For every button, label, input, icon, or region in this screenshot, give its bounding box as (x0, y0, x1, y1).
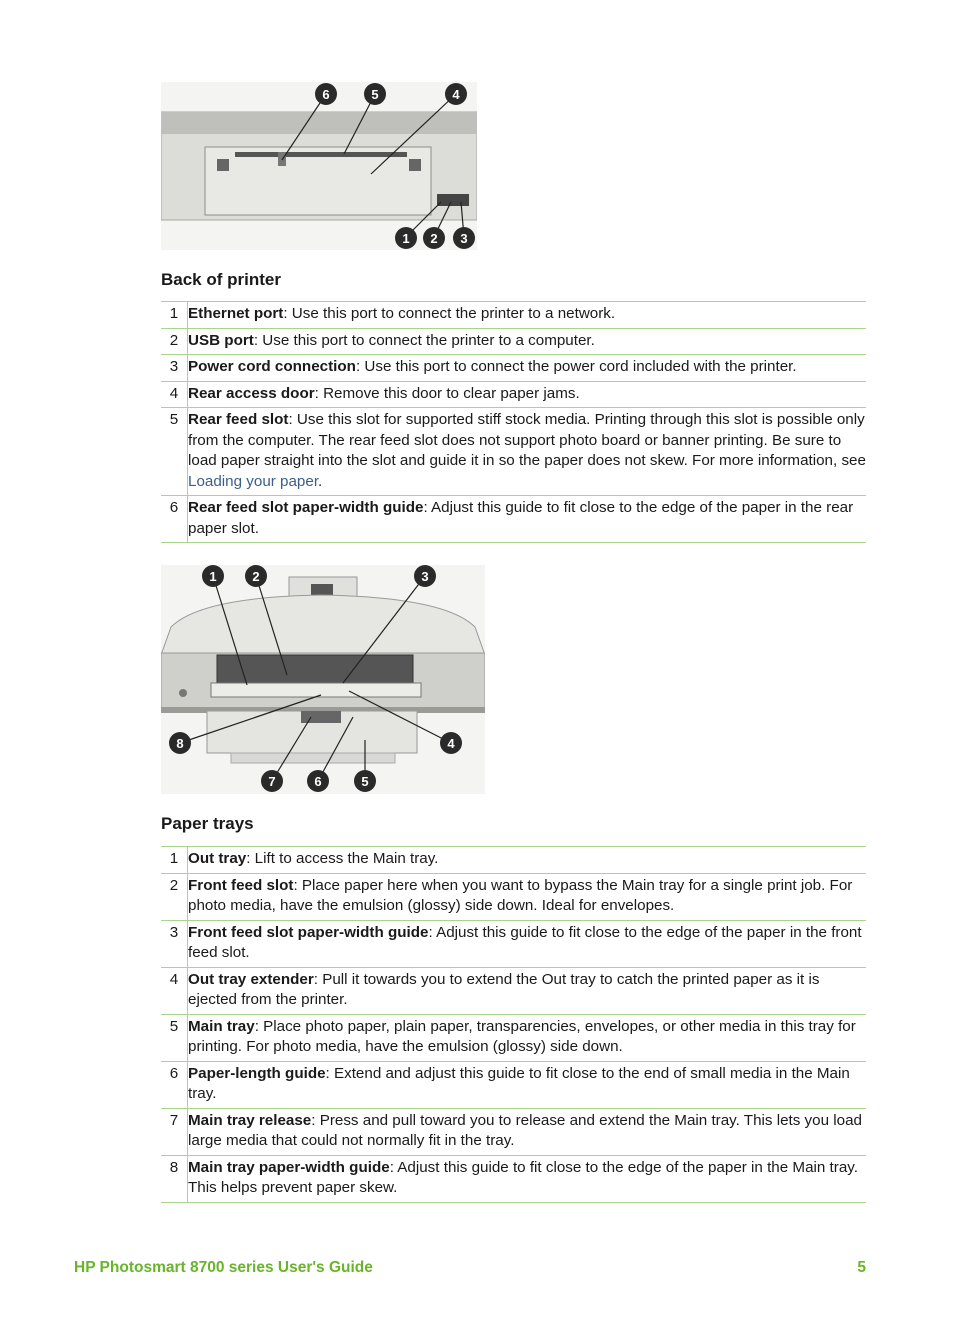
row-number: 2 (161, 873, 188, 920)
table-row (161, 1014, 866, 1061)
callout-8 (169, 732, 191, 754)
row-number: 7 (161, 1108, 188, 1155)
part-text: : Pull it towards you to extend the Out tray to catch the printed paper as it is ejected from the printer. (188, 970, 820, 1008)
callout-4 (445, 83, 467, 105)
row-description (188, 920, 867, 967)
svg-text:1: 1 (209, 569, 217, 584)
part-text: : Adjust this guide to fit close to the edge of the paper in the Main tray. This helps prevent paper skew. (188, 1158, 858, 1196)
footer-guide-title: HP Photosmart 8700 series User's Guide (74, 1259, 373, 1276)
row-number: 4 (161, 967, 188, 1014)
row-description (188, 496, 867, 543)
back-of-printer-figure (161, 82, 477, 250)
table-row (161, 408, 866, 496)
back-of-printer-caption: Back of printer (161, 270, 281, 289)
callout-3 (453, 227, 475, 249)
part-text: : Place photo paper, plain paper, transparencies, envelopes, or other media in this tray for printing. For photo media, have the emulsion (glossy) side down. (188, 1017, 856, 1055)
part-name: Rear access door (188, 384, 315, 402)
callout-2 (423, 227, 445, 249)
part-name: Out tray extender (188, 970, 314, 988)
part-text: : Place paper here when you want to bypass the Main tray for a single print job. For photo media, have the emulsion (glossy) side down. Ideal for envelopes. (188, 876, 853, 914)
row-description (188, 408, 867, 496)
callout-6 (307, 770, 329, 792)
footer-page-number: 5 (857, 1259, 866, 1276)
part-text: : Extend and adjust this guide to fit close to the end of small media in the Main tray. (188, 1064, 850, 1102)
part-name: Main tray (188, 1017, 255, 1035)
table-row (161, 920, 866, 967)
row-description (188, 873, 867, 920)
callout-7 (261, 770, 283, 792)
svg-text:2: 2 (430, 231, 438, 246)
svg-text:7: 7 (268, 774, 276, 789)
part-name: Front feed slot paper-width guide (188, 923, 429, 941)
row-number: 5 (161, 1014, 188, 1061)
svg-text:1: 1 (402, 231, 410, 246)
row-number: 1 (161, 847, 188, 874)
part-text: : Lift to access the Main tray. (246, 850, 439, 867)
part-text: : Adjust this guide to fit close to the edge of the paper in the front feed slot. (188, 923, 862, 961)
part-text-end: . (318, 472, 323, 490)
svg-text:3: 3 (460, 231, 468, 246)
svg-text:6: 6 (322, 87, 330, 102)
callout-1 (395, 227, 417, 249)
callout-4 (440, 732, 462, 754)
row-description (188, 1155, 867, 1202)
row-description (188, 967, 867, 1014)
row-number: 6 (161, 1061, 188, 1108)
part-text: : Remove this door to clear paper jams. (314, 384, 580, 402)
svg-text:4: 4 (452, 87, 460, 102)
callout-5 (354, 770, 376, 792)
table-row (161, 873, 866, 920)
part-name: Out tray (188, 850, 247, 867)
table-row (161, 302, 866, 329)
table-row (161, 1108, 866, 1155)
part-name: Ethernet port (188, 305, 284, 322)
row-number: 6 (161, 496, 188, 543)
callout-6 (315, 83, 337, 105)
svg-text:4: 4 (447, 736, 455, 751)
paper-trays-figure (161, 565, 485, 794)
table-row (161, 355, 866, 382)
table-row (161, 328, 866, 355)
row-number: 8 (161, 1155, 188, 1202)
part-text: : Use this port to connect the printer to a network. (283, 305, 616, 322)
row-description (188, 381, 867, 408)
row-description (188, 1108, 867, 1155)
paper-trays-caption: Paper trays (161, 814, 254, 833)
table-row (161, 496, 866, 543)
callout-3 (414, 565, 436, 587)
svg-text:2: 2 (252, 569, 260, 584)
paper-trays-table (161, 846, 866, 1203)
row-number: 3 (161, 355, 188, 382)
part-name: Main tray paper-width guide (188, 1158, 390, 1176)
part-text: : Use this port to connect the power cord included with the printer. (355, 358, 797, 375)
part-name: Rear feed slot (188, 411, 289, 428)
table-row (161, 1061, 866, 1108)
part-name: Paper-length guide (188, 1064, 326, 1082)
svg-text:5: 5 (361, 774, 369, 789)
svg-text:8: 8 (176, 736, 184, 751)
table-row (161, 381, 866, 408)
row-description (188, 847, 867, 874)
callout-5 (364, 83, 386, 105)
svg-text:5: 5 (371, 87, 379, 102)
part-text: : Press and pull toward you to release and extend the Main tray. This lets you load large media that could not normally fit in the tray. (188, 1111, 862, 1149)
loading-your-paper-link[interactable]: Loading your paper (188, 472, 319, 490)
part-name: Rear feed slot paper-width guide (188, 499, 424, 516)
part-text: : Adjust this guide to fit close to the edge of the paper in the rear paper slot. (188, 499, 854, 537)
back-of-printer-table (161, 301, 866, 543)
table-row (161, 847, 866, 874)
row-description (188, 355, 867, 382)
part-name: Power cord connection (188, 358, 356, 375)
row-description (188, 1061, 867, 1108)
row-description (188, 1014, 867, 1061)
row-number: 4 (161, 381, 188, 408)
row-description (188, 302, 867, 329)
row-description (188, 328, 867, 355)
part-text: : Use this port to connect the printer to a computer. (253, 331, 595, 349)
part-text: : Use this slot for supported stiff stock media. Printing through this slot is possible only from the computer. The rear feed slot does not support photo board or banner printing. Be sure to load paper straight into the slot and guide it in so the paper does not skew. For more information, see (188, 411, 866, 469)
row-number: 3 (161, 920, 188, 967)
svg-text:6: 6 (314, 774, 322, 789)
callout-2 (245, 565, 267, 587)
svg-text:3: 3 (421, 569, 429, 584)
row-number: 2 (161, 328, 188, 355)
part-name: USB port (188, 331, 254, 349)
callout-1 (202, 565, 224, 587)
row-number: 1 (161, 302, 188, 329)
table-row (161, 1155, 866, 1202)
row-number: 5 (161, 408, 188, 496)
part-name: Front feed slot (188, 876, 294, 894)
part-name: Main tray release (188, 1111, 312, 1129)
table-row (161, 967, 866, 1014)
